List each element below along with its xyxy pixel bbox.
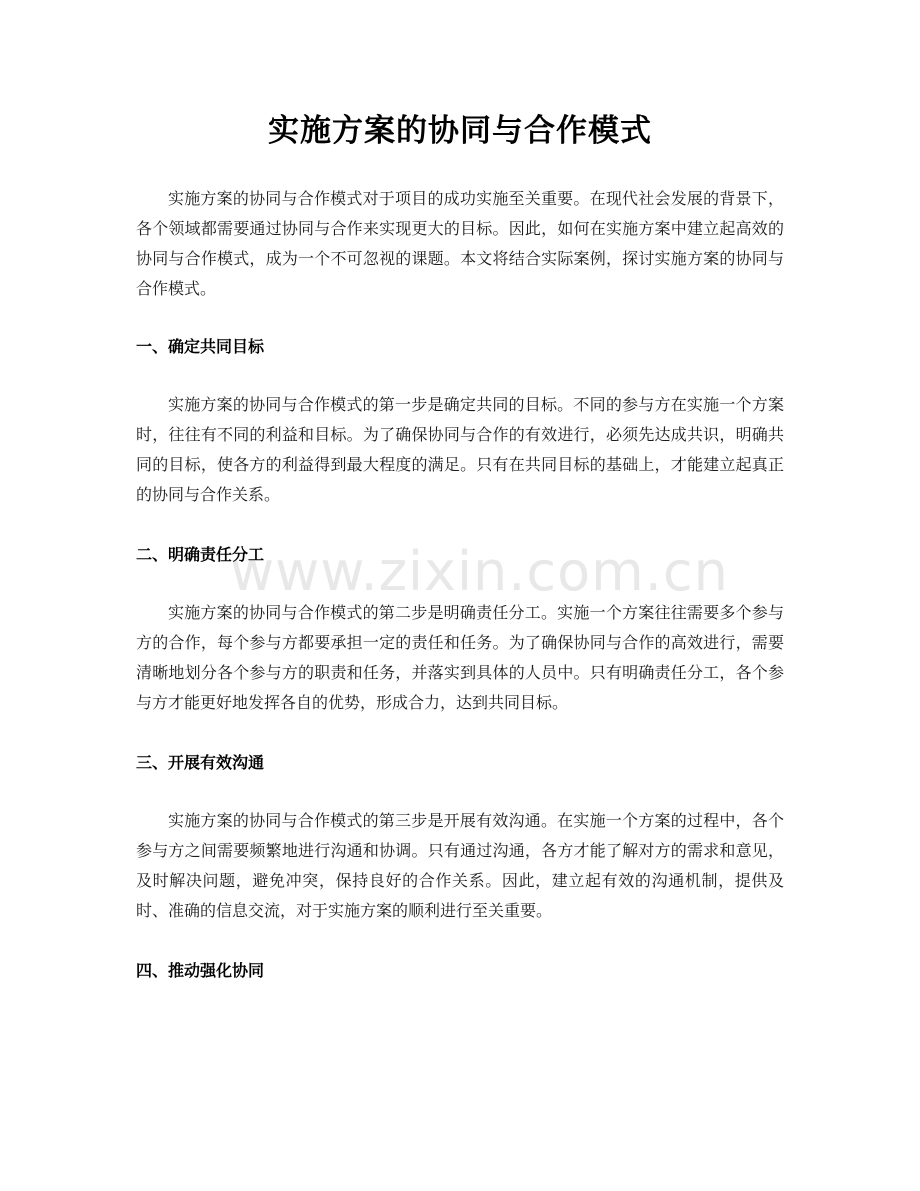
intro-paragraph: 实施方案的协同与合作模式对于项目的成功实施至关重要。在现代社会发展的背景下，各个领域都需要通过协同与合作来实现更大的目标。因此，如何在实施方案中建立起高效的协同与合作模式，成为一个不可忽视的课题。本文将结合实际案例，探讨实施方案的协同与合作模式。 bbox=[136, 189, 784, 298]
watermark: www.zixin.com.cn bbox=[230, 540, 729, 603]
section-paragraph-2: 实施方案的协同与合作模式的第二步是明确责任分工。实施一个方案往往需要多个参与方的合作，每个参与方都要承担一定的责任和任务。为了确保协同与合作的高效进行，需要清晰地划分各个参与方的职责和任务，并落实到具体的人员中。只有明确责任分工，各个参与方才能更好地发挥各自的优势，形成合力，达到共同目标。 bbox=[136, 603, 784, 712]
document-title: 实施方案的协同与合作模式 bbox=[268, 113, 652, 149]
section-paragraph-1: 实施方案的协同与合作模式的第一步是确定共同的目标。不同的参与方在实施一个方案时，往往有不同的利益和目标。为了确保协同与合作的有效进行，必须先达成共识，明确共同的目标，使各方的利益得到最大程度的满足。只有在共同目标的基础上，才能建立起真正的协同与合作关系。 bbox=[136, 395, 784, 504]
section-heading-2: 二、明确责任分工 bbox=[136, 545, 265, 564]
document-content bbox=[136, 108, 784, 986]
section-heading-1: 一、确定共同目标 bbox=[136, 337, 265, 356]
section-paragraph-3: 实施方案的协同与合作模式的第三步是开展有效沟通。在实施一个方案的过程中，各个参与方之间需要频繁地进行沟通和协调。只有通过沟通，各方才能了解对方的需求和意见，及时解决问题，避免冲突，保持良好的合作关系。因此，建立起有效的沟通机制，提供及时、准确的信息交流，对于实施方案的顺利进行至关重要。 bbox=[136, 811, 784, 920]
section-heading-4: 四、推动强化协同 bbox=[136, 961, 265, 980]
section-heading-3: 三、开展有效沟通 bbox=[136, 753, 265, 772]
